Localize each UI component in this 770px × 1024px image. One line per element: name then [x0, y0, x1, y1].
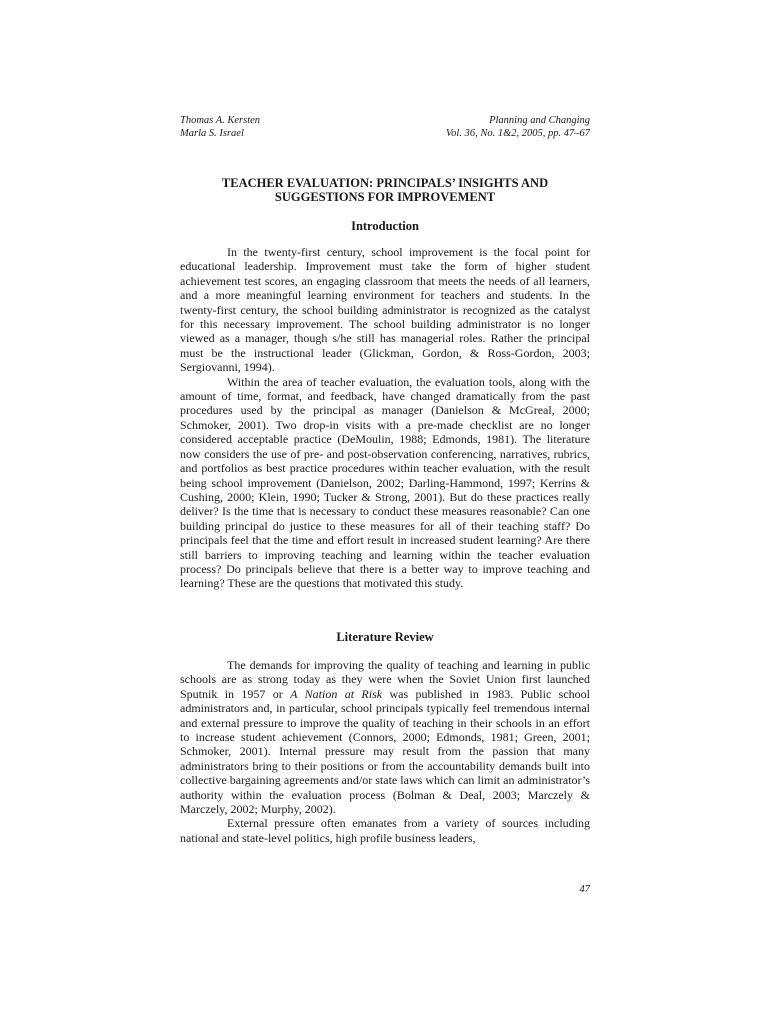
paragraph: Within the area of teacher evaluation, the evaluation tools, along with the amount of time, format, and feedback, have changed dramatically from the past procedures used by the principal as manager (Danielson & McGreal, 2000; Schmoker, 2001). Two drop-in visits with a pre-made checklist are no longer considered acceptable practice (DeMoulin, 1988; Edmonds, 1981). The literature now considers the use of pre- and post-observation conferencing, narratives, rubrics, and portfolios as best practice procedures within teacher evaluation, with the result being school improvement (Danielson, 2002; Darling-Hammond, 1997; Kerrins & Cushing, 2000; Klein, 1990; Tucker & Strong, 2001). But do these practices really deliver? Is the time that is necessary to conduct these measures reasonable? Can one building principal do justice to these measures for all of their teaching staff? Do principals feel that the time and effort result in increased student learning? Are there still barriers to improving teaching and learning within the teacher evaluation process? Do principals believe that there is a better way to improve teaching and learning? These are the questions that motivated this study. — [180, 374, 590, 591]
paragraph: External pressure often emanates from a variety of sources including national and state-level politics, high profile business leaders, — [180, 816, 590, 845]
citation-block — [446, 114, 590, 140]
section-heading-literature-review: Literature Review — [336, 630, 434, 644]
author-block — [180, 114, 260, 140]
article-title — [180, 176, 590, 204]
author-name: Thomas A. Kersten — [180, 115, 261, 126]
paragraph-text: was published in 1983. Public school administrators and, in particular, school principals typically feel tremendous internal and external pressure to improve the quality of teaching in their schools in an effort to increase student achievement (Connors, 2000; Edmonds, 1981; Green, 2001; Schmoker, 2001). Internal pressure may result from the passion that many administrators bring to their positions or from the accountability demands built into collective bargaining agreements and/or state laws which can limit an administrator’s authority within the evaluation process (Bolman & Deal, 2003; Marczely & Marczely, 2002; Murphy, 2002). — [180, 686, 590, 817]
introduction-body — [180, 245, 590, 591]
page-number: 47 — [579, 884, 590, 895]
section-heading-introduction: Introduction — [351, 219, 419, 233]
cited-title: A Nation at Risk — [290, 686, 383, 701]
paragraph: In the twenty-first century, school improvement is the focal point for educational leadership. Improvement must take the form of higher student achievement test scores, an engaging classroom that meets the needs of all learners, and a more meaningful learning environment for teachers and students. In the twenty-first century, the school building administrator is recognized as the catalyst for this necessary improvement. The school building administrator is no longer viewed as a manager, though s/he still has managerial roles. Rather the principal must be the instructional leader (Glickman, Gordon, & Ross-Gordon, 2003; Sergiovanni, 1994). — [180, 245, 590, 375]
author-name: Marla S. Israel — [180, 128, 244, 139]
paragraph — [180, 658, 590, 816]
title-line: TEACHER EVALUATION: PRINCIPALS’ INSIGHTS AND — [221, 176, 549, 190]
journal-name: Planning and Changing — [489, 115, 590, 126]
paragraph-text: The demands for improving the quality of teaching and learning in public schools are as strong today as they were when the Soviet Union first launched Sputnik in 1957 or — [180, 658, 590, 701]
literature-review-body — [180, 658, 590, 845]
journal-citation: Vol. 36, No. 1&2, 2005, pp. 47–67 — [445, 128, 590, 139]
title-line: SUGGESTIONS FOR IMPROVEMENT — [274, 190, 496, 204]
